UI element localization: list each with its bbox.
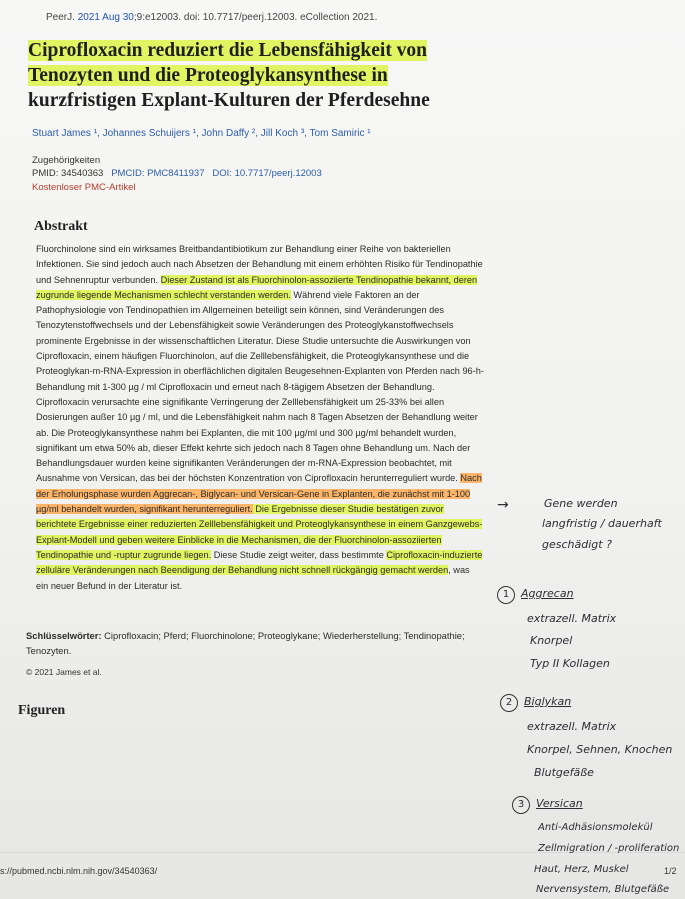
- note-biglykan-heading: [500, 694, 571, 712]
- abstract-heading: Abstrakt: [34, 219, 88, 234]
- affiliations-link[interactable]: Zugehörigkeiten: [32, 155, 101, 166]
- page-url: s://pubmed.ncbi.nlm.nih.gov/34540363/: [0, 866, 158, 876]
- page-number: 1/2: [664, 866, 677, 876]
- note-aggrecan: Aggrecan: [521, 587, 574, 600]
- arrow-icon: →: [497, 497, 509, 513]
- pmid: PMID: 34540363: [32, 168, 104, 179]
- abstract-sentence: Während viele Faktoren an der Pathophysiologie von Tendinopathien im Allgemeinen beteiligt sein können, sind Veränderungen des Tenozytenstoffwechsels und der Lebensfähigkeit sowie Veränderungen des Proteoglykanstoffwechsels prominente Ergebnisse in der wissenschaftlichen Literatur. Diese Studie untersuchte die Auswirkungen von Ciprofloxacin, einem häufigen Fluorchinolon, auf die Zelllebensfähigkeit, die Proteoglykansynthese und die Proteoglykan-m-RNA-Expression in oberflächlichen digitalen Beugesehnen-Explanten von Pferden nach 96-h-Behandlung mit 1-300 µg / ml Ciprofloxacin und erneut nach 8-tägigem Absetzen der Behandlung. Ciprofloxacin verursachte eine signifikante Verringerung der Zelllebensfähigkeit um 25-33% bei allen Dosierungen außer 10 µg / ml, und die Lebensfähigkeit nahm nach 8 Tagen Absetzen der Behandlung weiter ab. Die Proteoglykansynthese nahm bei Explanten, die mit 100 µg/ml und 300 µg/ml behandelt wurden, signifikant um etwa 50% ab, dieser Effekt kehrte sich jedoch nach 8 Tagen ohne Behandlung um. Nach der Behandlungsdauer wurden keine signifikanten Veränderungen der m-RNA-Expression beobachtet, mit Ausnahme von Versican, das bei der höchsten Konzentration von Ciprofloxacin herunterreguliert wurde.: [36, 289, 484, 484]
- journal-details: ;9:e12003. doi: 10.7717/peerj.12003. eCollection 2021.: [133, 12, 378, 23]
- note-versican-3: Haut, Herz, Muskel: [534, 864, 629, 875]
- keywords-label: Schlüsselwörter:: [26, 630, 102, 641]
- keywords-text: Ciprofloxacin; Pferd; Fluorchinolone; Proteoglykane; Wiederherstellung; Tendinopathie; Tenozyten.: [26, 630, 465, 656]
- note-biglykan-2: Knorpel, Sehnen, Knochen: [527, 743, 673, 756]
- journal-citation: [46, 12, 377, 23]
- note-versican-1: Anti-Adhäsionsmolekül: [538, 822, 653, 833]
- doi[interactable]: DOI: 10.7717/peerj.12003: [212, 168, 322, 179]
- abstract-highlight-2: Die Ergebnisse dieser Studie bestätigen zuvor berichtete Ergebnisse einer reduzierten Zelllebensfähigkeit und Proteoglykansynthese in einem Ganzgewebs-Explant-Modell und geben weitere Einblicke in die Mechanismen, die der Fluorchinolon-assoziierten Tendinopathie und -ruptur zugrunde liegen.: [36, 504, 483, 560]
- abstract-sentence: Diese Studie zeigt weiter, dass bestimmte: [211, 549, 387, 560]
- abstract-body: [36, 242, 484, 594]
- circle-number-2: 2: [500, 694, 518, 712]
- note-versican: Versican: [536, 797, 583, 810]
- article-identifiers: [32, 154, 322, 180]
- circle-number-3: 3: [512, 796, 530, 814]
- note-biglykan-1: extrazell. Matrix: [527, 720, 617, 733]
- note-aggrecan-2: Knorpel: [530, 634, 573, 647]
- circle-number-1: 1: [497, 586, 515, 604]
- note-genes-2: langfristig / dauerhaft: [542, 517, 662, 530]
- abstract-highlight-3: Ciprofloxacin-induzierte zelluläre Veränderungen nach Beendigung der Behandlung nicht schnell rückgängig gemacht werden: [36, 549, 483, 576]
- note-biglykan-3: Blutgefäße: [534, 766, 594, 779]
- article-title: [28, 38, 498, 113]
- note-genes-1: Gene werden: [544, 497, 618, 510]
- pmcid[interactable]: PMCID: PMC8411937: [111, 168, 205, 179]
- keywords: [26, 628, 476, 658]
- journal-date: 2021 Aug 30: [77, 12, 134, 23]
- note-aggrecan-3: Typ II Kollagen: [530, 657, 610, 670]
- author-list[interactable]: Stuart James ¹, Johannes Schuijers ¹, John Daffy ², Jill Koch ³, Tom Samiric ¹: [32, 128, 371, 139]
- note-versican-heading: [512, 796, 583, 814]
- note-aggrecan-heading: [497, 586, 574, 604]
- note-genes-3: geschädigt ?: [542, 538, 612, 551]
- abstract-highlight-orange: Nach der Erholungsphase wurden Aggrecan-, Biglycan- und Versican-Gene in Explanten, die zunächst mit 1-100 µg/ml behandelt wurden, signifikant herunterreguliert.: [36, 473, 482, 515]
- note-biglykan: Biglykan: [524, 695, 572, 708]
- abstract-highlight-1: Dieser Zustand ist als Fluorchinolon-assoziierte Tendinopathie bekannt, deren zugrunde liegende Mechanismen schlecht verstanden werden.: [36, 274, 478, 300]
- journal-name: PeerJ.: [46, 12, 75, 23]
- abstract-sentence: , was ein neuer Befund in der Literatur ist.: [36, 565, 470, 591]
- title-line-1: Ciprofloxacin reduziert die Lebensfähigkeit von: [28, 40, 428, 61]
- title-line-3: kurzfristigen Explant-Kulturen der Pferdesehne: [28, 90, 430, 111]
- free-pmc-article-label[interactable]: Kostenloser PMC-Artikel: [32, 182, 136, 193]
- title-line-2: Tenozyten und die Proteoglykansynthese in: [28, 65, 388, 86]
- note-aggrecan-1: extrazell. Matrix: [527, 612, 617, 625]
- copyright: © 2021 James et al.: [26, 667, 102, 677]
- note-versican-4: Nervensystem, Blutgefäße: [536, 884, 670, 895]
- abstract-sentence: Fluorchinolone sind ein wirksames Breitbandantibiotikum zur Behandlung einer Reihe von bakteriellen Infektionen. Sie sind jedoch auch nach Absetzen der Behandlung mit einem erhöhten Risiko für Tendinopathie und Sehnenruptur verbunden.: [36, 244, 483, 285]
- figures-heading: Figuren: [18, 703, 66, 718]
- note-versican-2: Zellmigration / -proliferation: [538, 843, 680, 854]
